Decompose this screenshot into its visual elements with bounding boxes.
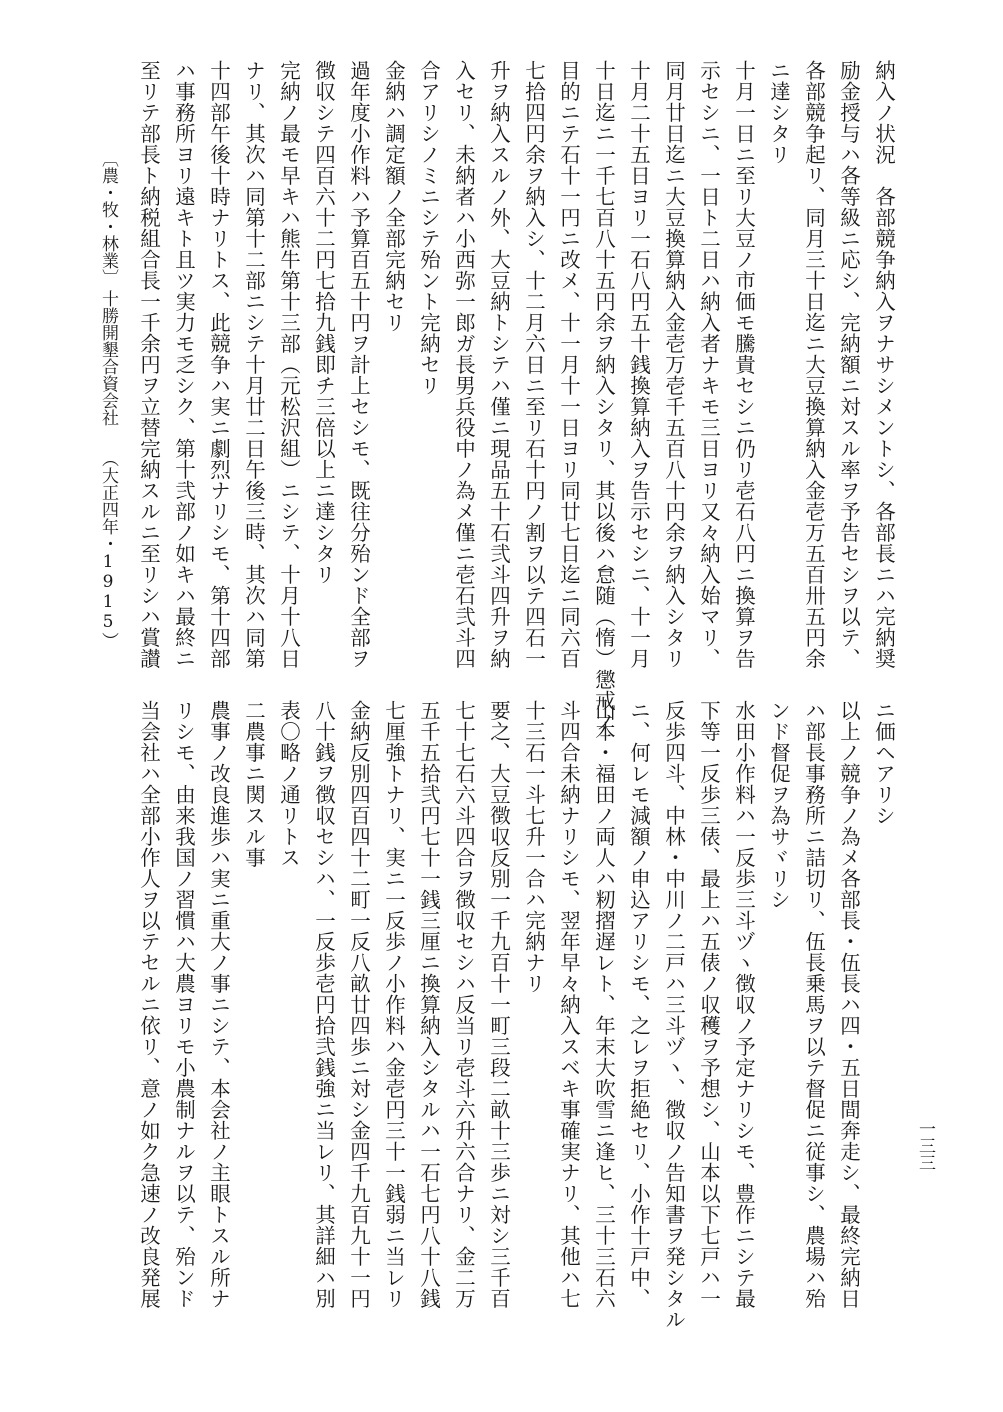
text-column: 山本・福田ノ両人ハ籾摺遅レト、年末大吹雪ニ逢ヒ、三十三石六 [591,700,616,1309]
text-column: 七拾四円余ヲ納入シ、十二月六日ニ至リ石十円ノ割ヲ以テ四石一 [521,60,546,669]
text-column: 以上ノ競争ノ為メ各部長・伍長ハ四・五日間奔走シ、最終完納日 [836,700,861,1309]
text-column: 示セシニ、一日ト二日ハ納入者ナキモ三日ヨリ又々納入始マリ、 [696,60,721,669]
text-column: 七十七石六斗四合ヲ徴収セシハ反当リ壱斗六升六合ナリ、金二万 [451,700,476,1309]
section-heading: 二農事ニ関スル事 [241,700,266,868]
text-column: リシモ、由来我国ノ習慣ハ大農ヨリモ小農制ナルヲ以テ、殆ンド [171,700,196,1309]
text-column: 同月廿日迄ニ大豆換算納入金壱万壱千五百八十円余ヲ納入シタリ [661,60,686,669]
text-column: ナリ、其次ハ同第十二部ニシテ十月廿二日午後三時、其次ハ同第 [241,60,266,669]
text-column: 斗四合未納ナリシモ、翌年早々納入スベキ事確実ナリ、其他ハ七 [556,700,581,1309]
text-column: ニ達シタリ [766,60,791,165]
text-column: ハ部長事務所ニ詰切リ、伍長乗馬ヲ以テ督促ニ従事シ、農場ハ殆 [801,700,826,1309]
text-column: ニ価ヘアリシ [871,700,896,826]
footer-category: 〔農・牧・林業〕 [98,150,118,286]
text-column: 納入ノ状況 各部競争納入ヲナサシメントシ、各部長ニハ完納奨 [871,60,896,669]
text-column: 励金授与ハ各等級ニ応シ、完納額ニ対スル率ヲ予告セシヲ以テ、 [836,60,861,669]
text-column: 十三石一斗七升一合ハ完納ナリ [521,700,546,994]
text-column: 金納ハ調定額ノ全部完納セリ [381,60,406,333]
text-column: 入セリ、未納者ハ小西弥一郎ガ長男兵役中ノ為メ僅ニ壱石弐斗四 [451,60,476,669]
text-column: 十月一日ニ至リ大豆ノ市価モ騰貴セシニ仍リ壱石八円ニ換算ヲ告 [731,60,756,669]
footer-publisher: 十勝開墾合資会社 [98,290,118,426]
text-column: 目的ニテ石十一円ニ改メ、十一月十一日ヨリ同廿七日迄ニ同六百 [556,60,581,669]
text-column: 完納ノ最モ早キハ熊牛第十三部（元松沢組）ニシテ、十月十八日 [276,60,301,669]
text-column: ンド督促ヲ為サヾリシ [766,700,791,910]
text-column: 金納反別四百四十二町一反八畝廿四歩ニ対シ金四千九百九十一円 [346,700,371,1309]
text-column: 農事ノ改良進歩ハ実ニ重大ノ事ニシテ、本会社ノ主眼トスル所ナ [206,700,231,1309]
text-column: 当会社ハ全部小作人ヲ以テセルニ依リ、意ノ如ク急速ノ改良発展 [136,700,161,1309]
text-column: 至リテ部長ト納税組合長一千余円ヲ立替完納スルニ至リシハ賞讃 [136,60,161,669]
text-column: 合アリシノミニシテ殆ント完納セリ [416,60,441,396]
footer-date: （大正四年・1915） [98,450,118,649]
text-column: 十月二十五日ヨリ一石八円五十銭換算納入ヲ告示セシニ、十一月 [626,60,651,669]
text-column: 升ヲ納入スルノ外、大豆納トシテハ僅ニ現品五十石弐斗四升ヲ納 [486,60,511,669]
text-column: 要之、大豆徴収反別一千九百十一町三段二畝十三歩ニ対シ三千百 [486,700,511,1309]
text-column: 各部競争起リ、同月三十日迄ニ大豆換算納入金壱万五百卅五円余 [801,60,826,669]
text-column: ニ、何レモ減額ノ申込アリシモ、之レヲ拒絶セリ、小作十戸中、 [626,700,651,1309]
text-column: ハ事務所ヨリ遠キト且ツ実力モ乏シク、第十弐部ノ如キハ最終ニ [171,60,196,669]
text-column: 下等一反歩三俵、最上ハ五俵ノ収穫ヲ予想シ、山本以下七戸ハ一 [696,700,721,1309]
text-column: 八十銭ヲ徴収セシハ、一反歩壱円拾弐銭強ニ当レリ、其詳細ハ別 [311,700,336,1309]
text-column: 過年度小作料ハ予算百五十円ヲ計上セシモ、既往分殆ンド全部ヲ [346,60,371,669]
text-column: 表〇略ノ通リトス [276,700,301,868]
text-column: 徴収シテ四百六十二円七拾九銭即チ三倍以上ニ達シタリ [311,60,336,585]
text-column: 水田小作料ハ一反歩三斗ヅヽ徴収ノ予定ナリシモ、豊作ニシテ最 [731,700,756,1309]
text-column: 反歩四斗、中林・中川ノ二戸ハ三斗ヅヽ、徴収ノ告知書ヲ発シタル [661,700,686,1330]
text-column: 十日迄ニ一千七百八十五円余ヲ納入シタリ、其以後ハ怠随（惰）懲戒ノ [591,60,616,732]
text-column: 七厘強トナリ、実ニ一反歩ノ小作料ハ金壱円三十一銭弱ニ当レリ [381,700,406,1309]
text-column: 五千五拾弐円七十一銭三厘ニ換算納入シタルハ一石七円八十八銭 [416,700,441,1309]
text-column: 十四部午後十時ナリトス、此競争ハ実ニ劇烈ナリシモ、第十四部 [206,60,231,669]
page-number: 一三三 [915,1120,935,1171]
